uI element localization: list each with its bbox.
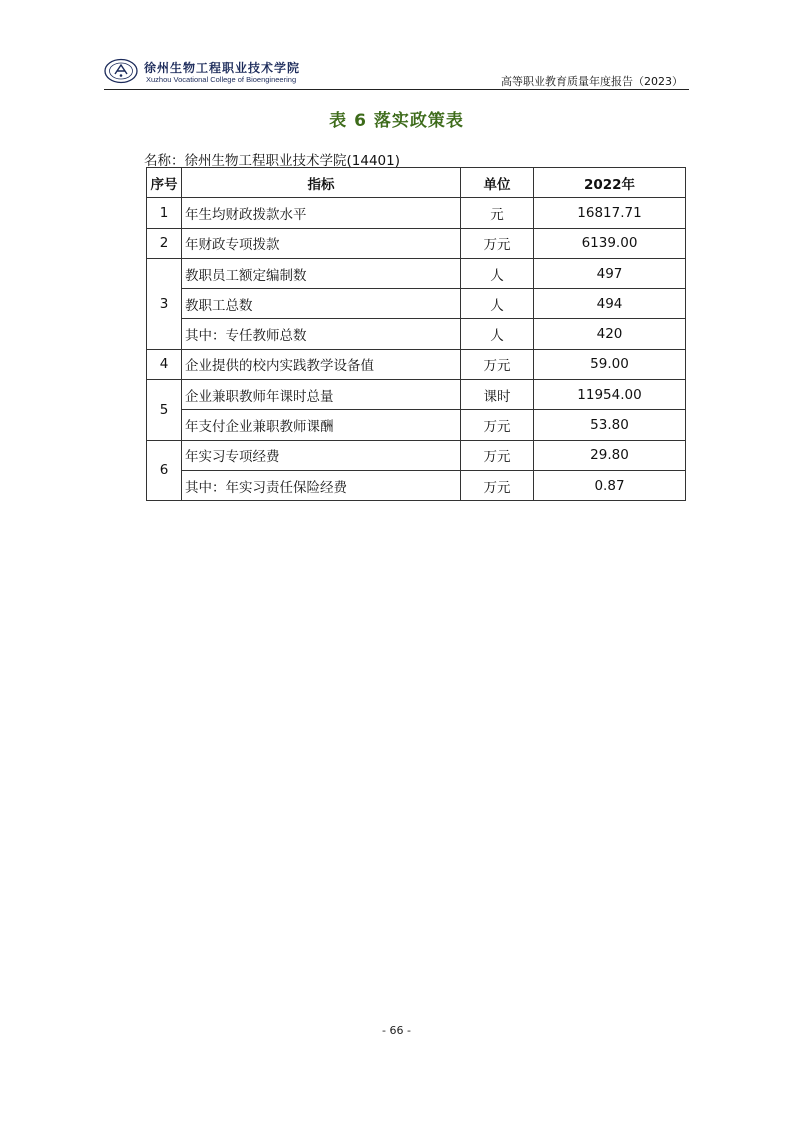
row-value: 497 — [534, 258, 686, 288]
row-indicator: 企业兼职教师年课时总量 — [182, 380, 461, 410]
row-indicator: 其中：专任教师总数 — [182, 319, 461, 349]
table-row — [147, 289, 686, 319]
header-seq: 序号 — [147, 168, 182, 198]
row-seq: 6 — [147, 440, 182, 501]
report-title: 高等职业教育质量年度报告（2023） — [501, 75, 683, 88]
row-value: 494 — [534, 289, 686, 319]
row-unit: 元 — [461, 198, 534, 228]
row-unit: 课时 — [461, 380, 534, 410]
page-number: - 66 - — [382, 1024, 411, 1037]
policy-table — [146, 167, 686, 501]
row-indicator: 教职工总数 — [182, 289, 461, 319]
row-value: 59.00 — [534, 349, 686, 379]
row-unit: 万元 — [461, 470, 534, 500]
institution-label: 名称：徐州生物工程职业技术学院(14401) — [144, 153, 400, 169]
row-indicator: 年支付企业兼职教师课酬 — [182, 410, 461, 440]
row-unit: 万元 — [461, 349, 534, 379]
row-indicator: 企业提供的校内实践教学设备值 — [182, 349, 461, 379]
row-indicator: 年财政专项拨款 — [182, 228, 461, 258]
row-unit: 万元 — [461, 440, 534, 470]
row-indicator: 其中：年实习责任保险经费 — [182, 470, 461, 500]
table-row — [147, 470, 686, 500]
row-seq: 3 — [147, 258, 182, 349]
table-row — [147, 410, 686, 440]
row-seq: 2 — [147, 228, 182, 258]
row-value: 29.80 — [534, 440, 686, 470]
header-divider — [104, 89, 689, 90]
row-unit: 万元 — [461, 228, 534, 258]
row-unit: 人 — [461, 289, 534, 319]
row-seq: 5 — [147, 380, 182, 441]
table-row — [147, 228, 686, 258]
row-seq: 4 — [147, 349, 182, 379]
row-unit: 万元 — [461, 410, 534, 440]
table-row — [147, 380, 686, 410]
row-value: 420 — [534, 319, 686, 349]
table-header-row — [147, 168, 686, 198]
row-value: 16817.71 — [534, 198, 686, 228]
row-value: 53.80 — [534, 410, 686, 440]
row-value: 0.87 — [534, 470, 686, 500]
row-seq: 1 — [147, 198, 182, 228]
row-unit: 人 — [461, 319, 534, 349]
row-indicator: 教职员工额定编制数 — [182, 258, 461, 288]
table-row — [147, 319, 686, 349]
table-title: 表 6 落实政策表 — [329, 111, 464, 131]
header-year: 2022年 — [534, 168, 686, 198]
row-unit: 人 — [461, 258, 534, 288]
college-logo-icon — [104, 58, 138, 84]
header-unit: 单位 — [461, 168, 534, 198]
row-indicator: 年生均财政拨款水平 — [182, 198, 461, 228]
row-value: 11954.00 — [534, 380, 686, 410]
header-indicator: 指标 — [182, 168, 461, 198]
row-indicator: 年实习专项经费 — [182, 440, 461, 470]
table-row — [147, 440, 686, 470]
school-name-en: Xuzhou Vocational College of Bioengineering — [146, 75, 297, 84]
row-value: 6139.00 — [534, 228, 686, 258]
school-name-cn: 徐州生物工程职业技术学院 — [144, 61, 301, 75]
page-header — [104, 54, 689, 90]
table-row — [147, 349, 686, 379]
table-row — [147, 198, 686, 228]
table-row — [147, 258, 686, 288]
